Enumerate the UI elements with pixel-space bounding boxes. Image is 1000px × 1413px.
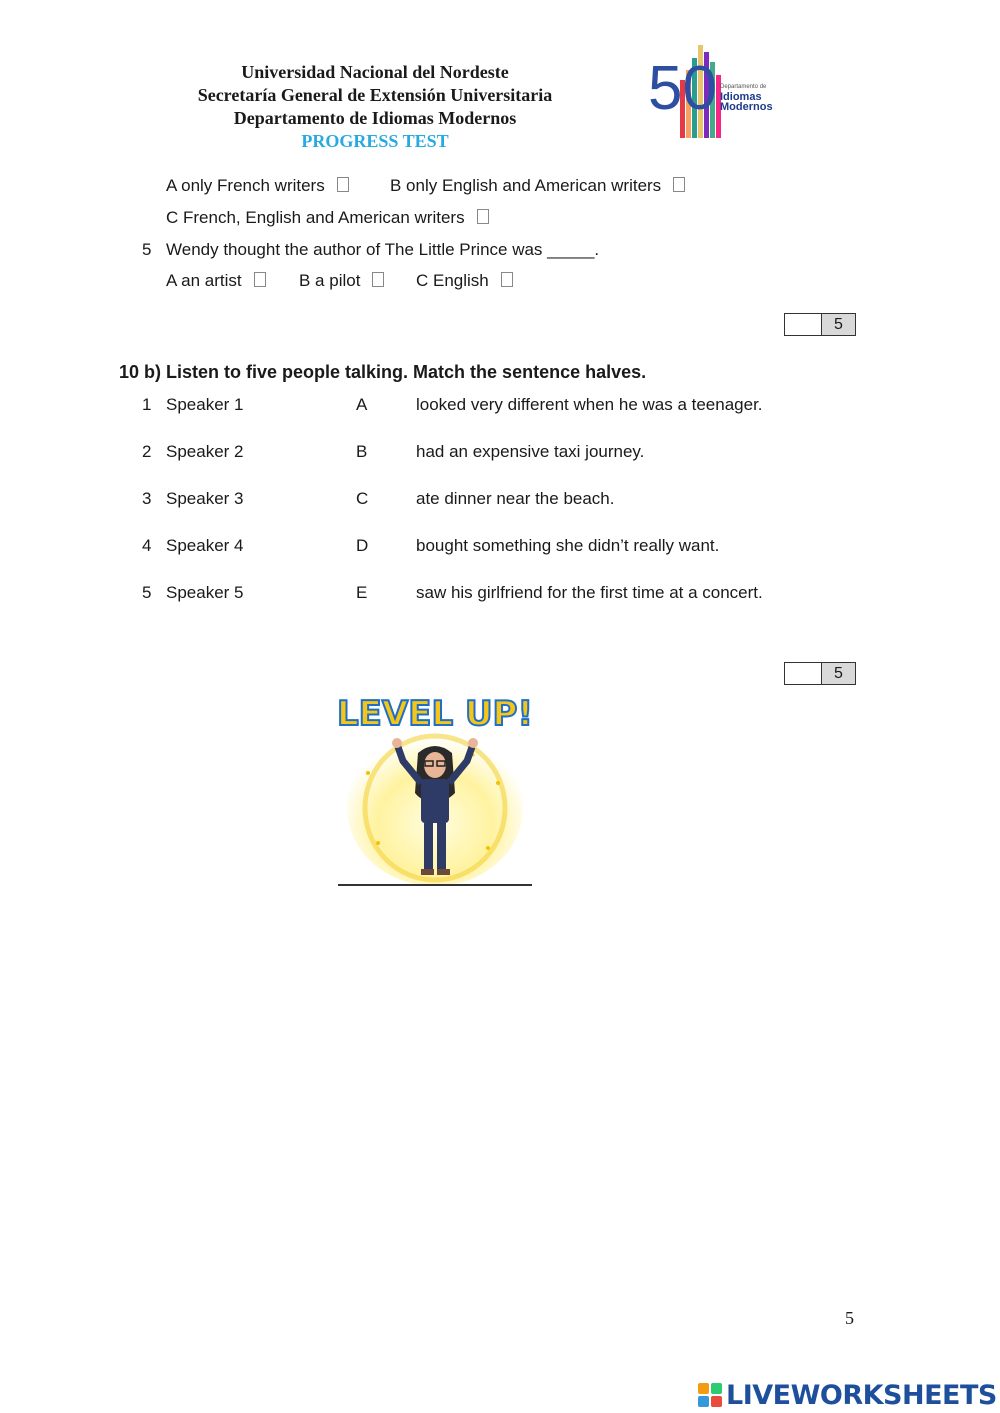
checkbox-5b[interactable] — [372, 272, 384, 287]
sentence-half: ate dinner near the beach. — [416, 489, 615, 508]
liveworksheets-tiles-icon — [698, 1383, 722, 1407]
liveworksheets-logo — [698, 1378, 997, 1412]
option-4b[interactable]: B only English and American writers — [390, 175, 685, 197]
sentence-half: saw his girlfriend for the first time at a concert. — [416, 583, 763, 602]
match-letter: A — [356, 395, 368, 414]
speaker-label: Speaker 5 — [166, 583, 244, 602]
checkbox-4b[interactable] — [673, 177, 685, 192]
sentence-half: bought something she didn’t really want. — [416, 536, 720, 555]
match-letter: E — [356, 583, 368, 602]
secretariat-name: Secretaría General de Extensión Universitaria — [197, 85, 553, 105]
logo-fifty: 50 — [648, 54, 717, 123]
score-input-part-b[interactable] — [785, 663, 822, 684]
university-name: Universidad Nacional del Nordeste — [241, 62, 509, 82]
progress-test-title: PROGRESS TEST — [301, 131, 449, 151]
match-letter: B — [356, 442, 368, 461]
option-4c[interactable]: C French, English and American writers — [166, 207, 489, 229]
match-row: 1 Speaker 1 A looked very different when he was a teenager. — [142, 395, 763, 414]
match-letter: D — [356, 536, 369, 555]
department-logo — [648, 40, 788, 140]
page-number: 5 — [845, 1308, 854, 1328]
checkbox-5c[interactable] — [501, 272, 513, 287]
match-row: 5 Speaker 5 E saw his girlfriend for the first time at a concert. — [142, 583, 763, 602]
section-heading-10b: 10 b) Listen to five people talking. Match the sentence halves. — [119, 362, 647, 382]
match-row: 3 Speaker 3 C ate dinner near the beach. — [142, 489, 615, 508]
checkbox-5a[interactable] — [254, 272, 266, 287]
option-5c[interactable]: C English — [416, 270, 513, 292]
document-header — [160, 61, 590, 153]
score-input-part-a[interactable] — [785, 314, 822, 335]
speaker-label: Speaker 3 — [166, 489, 244, 508]
match-row: 4 Speaker 4 D bought something she didn’t really want. — [142, 536, 720, 555]
level-up-banner: LEVEL UP! — [338, 694, 532, 734]
checkbox-4a[interactable] — [337, 177, 349, 192]
speaker-label: Speaker 4 — [166, 536, 244, 555]
option-4a[interactable]: A only French writers — [166, 175, 349, 197]
level-up-image — [338, 683, 532, 887]
question-5-number: 5 — [142, 240, 152, 259]
liveworksheets-wordmark: LIVEWORKSHEETS — [726, 1379, 997, 1411]
sentence-half: looked very different when he was a teenager. — [416, 395, 763, 414]
score-total-part-a: 5 — [822, 314, 855, 335]
question-5-text: Wendy thought the author of The Little Prince was _____. — [166, 240, 600, 259]
option-5a[interactable]: A an artist — [166, 270, 266, 292]
speaker-label: Speaker 1 — [166, 395, 244, 414]
option-5b[interactable]: B a pilot — [299, 270, 384, 292]
match-row: 2 Speaker 2 B had an expensive taxi journey. — [142, 442, 645, 461]
checkbox-4c[interactable] — [477, 209, 489, 224]
score-box-part-a — [784, 313, 856, 336]
sentence-half: had an expensive taxi journey. — [416, 442, 645, 461]
score-total-part-b: 5 — [822, 663, 855, 684]
score-box-part-b — [784, 662, 856, 685]
match-letter: C — [356, 489, 369, 508]
speaker-label: Speaker 2 — [166, 442, 244, 461]
department-name: Departamento de Idiomas Modernos — [233, 108, 517, 128]
logo-text: Departamento de Idiomas Modernos — [720, 84, 773, 113]
